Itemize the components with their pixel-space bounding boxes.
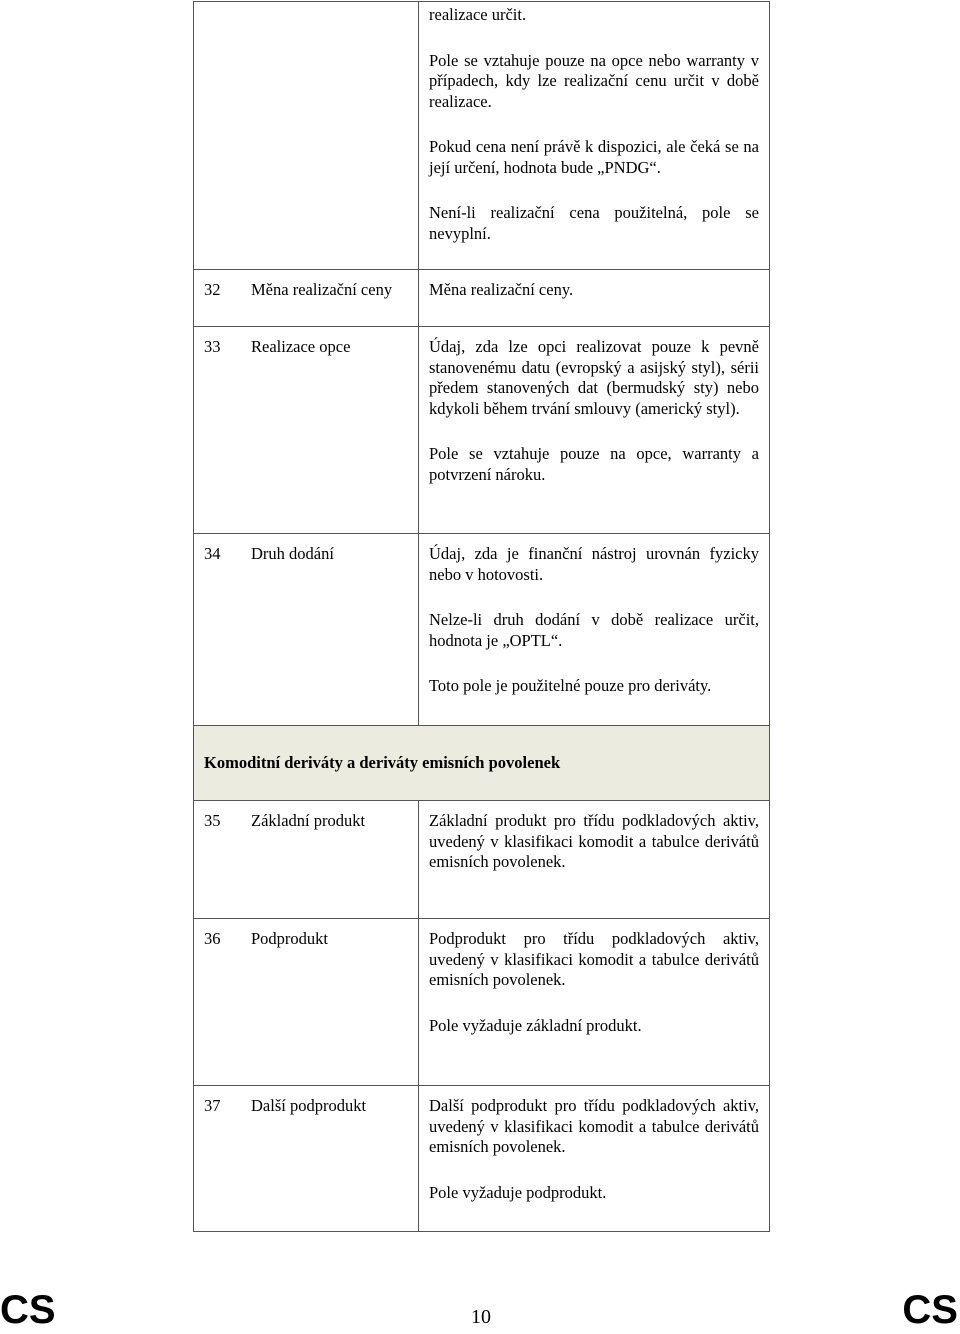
field-description-cell [419,327,770,534]
fields-table [193,1,770,1232]
description-paragraph: Pole se vztahuje pouze na opce nebo warranty v případech, kdy lze realizační cenu určit v době realizace. [429,50,759,111]
field-name: Další podprodukt [251,1096,367,1115]
table-row [194,270,770,327]
description-paragraph: Toto pole je použitelné pouze pro deriváty. [429,676,712,695]
field-name-cell [194,1086,419,1232]
table-row [194,1086,770,1232]
field-name-cell [194,534,419,726]
description-paragraph: Měna realizační ceny. [429,280,574,299]
field-name-cell [194,327,419,534]
description-paragraph: Údaj, zda je finanční nástroj urovnán fyzicky nebo v hotovosti. [429,544,759,584]
section-heading: Komoditní deriváty a deriváty emisních povolenek [194,726,770,801]
field-description-cell [419,919,770,1086]
description-paragraph: Základní produkt pro třídu podkladových aktiv, uvedený v klasifikaci komodit a tabulce derivátů emisních povolenek. [429,811,759,871]
field-description-cell [419,534,770,726]
description-paragraph: Pole vyžaduje základní produkt. [429,1015,642,1035]
description-paragraph: Pokud cena není právě k dispozici, ale čeká se na její určení, hodnota bude „PNDG“. [429,137,759,177]
field-name: Základní produkt [251,811,366,830]
field-name: Realizace opce [251,337,351,356]
field-name: Druh dodání [251,544,334,563]
field-description-cell [419,1086,770,1232]
field-description-cell [419,2,770,270]
description-paragraph: Podprodukt pro třídu podkladových aktiv, uvedený v klasifikaci komodit a tabulce derivátů emisních povolenek. [429,929,759,989]
table-row [194,919,770,1086]
description-paragraph: Pole se vztahuje pouze na opce, warranty a potvrzení nároku. [429,444,759,484]
field-description-cell [419,801,770,919]
description-paragraph: Pole vyžaduje podprodukt. [429,1182,607,1202]
language-code-left: CS [0,1288,56,1332]
field-name-cell [194,270,419,327]
description-paragraph: Další podprodukt pro třídu podkladových aktiv, uvedený v klasifikaci komodit a tabulce derivátů emisních povolenek. [429,1096,759,1156]
table-row [194,327,770,534]
field-description-cell [419,270,770,327]
field-number: 35 [204,811,221,830]
page-number: 10 [471,1305,491,1328]
language-code-right: CS [902,1288,958,1332]
field-number: 33 [204,337,221,356]
description-paragraph: Nelze-li druh dodání v době realizace určit, hodnota je „OPTL“. [429,610,759,650]
section-row [194,726,770,801]
field-name: Měna realizační ceny [251,280,393,299]
field-number: 36 [204,929,221,948]
field-name-cell [194,2,419,270]
table-row [194,2,770,270]
field-number: 34 [204,544,221,563]
field-number: 32 [204,280,221,299]
description-paragraph: Údaj, zda lze opci realizovat pouze k pevně stanovenému datu (evropský a asijský styl), sérii předem stanovených dat (bermudský sty) nebo kdykoli během trvání smlouvy (americký styl). [429,337,759,418]
field-name-cell [194,919,419,1086]
field-name-cell [194,801,419,919]
description-paragraph: Není-li realizační cena použitelná, pole se nevyplní. [429,203,759,243]
field-name: Podprodukt [251,929,329,948]
table-row [194,534,770,726]
field-number: 37 [204,1096,221,1115]
table-row [194,801,770,919]
description-paragraph: realizace určit. [429,5,527,24]
